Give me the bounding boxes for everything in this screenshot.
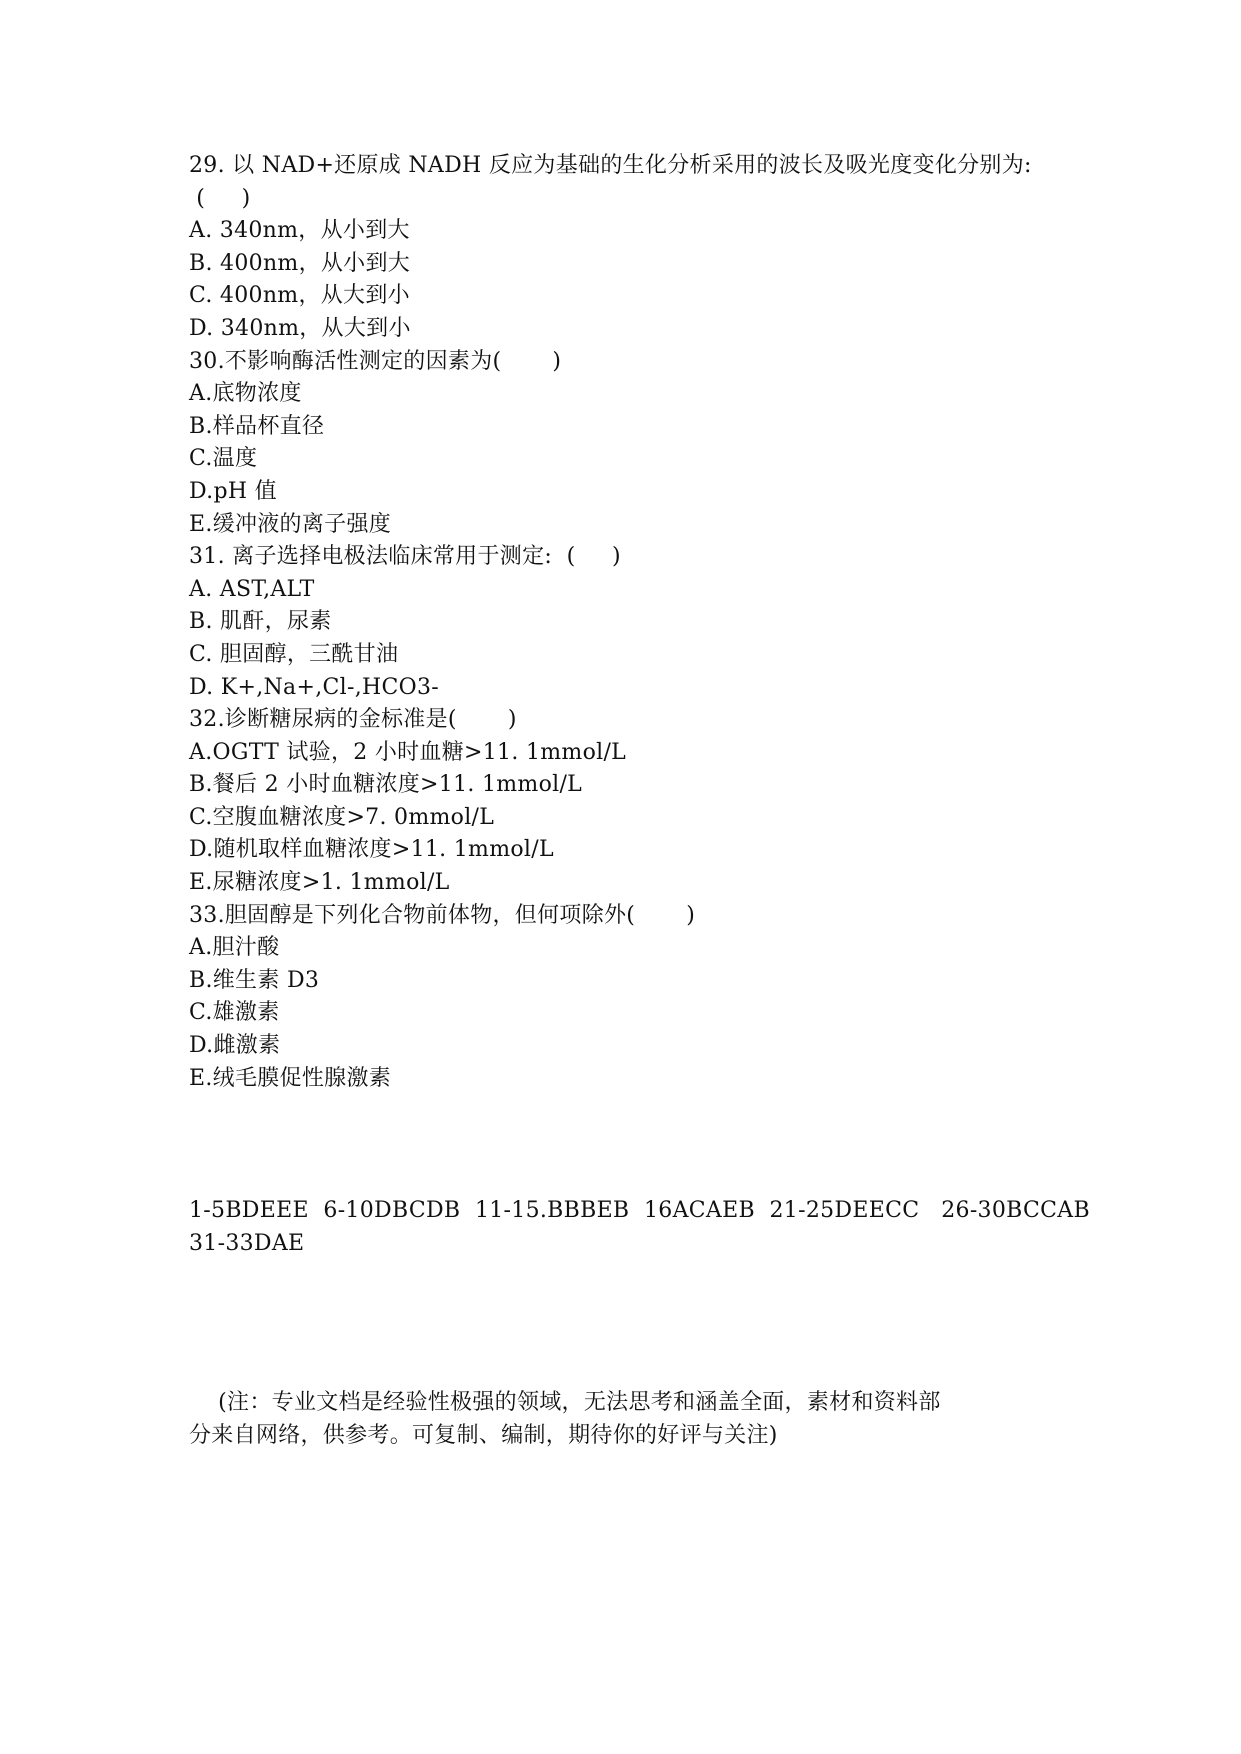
question-30-option-b: B.样品杯直径: [189, 413, 325, 439]
question-list: [189, 150, 1069, 1095]
question-30-option-e: E.缓冲液的离子强度: [189, 511, 392, 537]
question-32-option-a: A.OGTT 试验，2 小时血糖>11. 1mmol/L: [189, 739, 627, 765]
footer-note-line-1: (注：专业文档是经验性极强的领域，无法思考和涵盖全面，素材和资料部: [189, 1390, 941, 1415]
question-33-stem: 33.胆固醇是下列化合物前体物，但何项除外( ): [189, 902, 696, 928]
question-32-stem: 32.诊断糖尿病的金标准是( ): [189, 707, 517, 733]
answer-key-line-1: 1-5BDEEE 6-10DBCDB 11-15.BBBEB 16ACAEB 21-25DEECC 26-30BCCAB: [189, 1198, 1090, 1223]
question-30-option-c: C.温度: [189, 446, 258, 472]
question-32-option-d: D.随机取样血糖浓度>11. 1mmol/L: [189, 837, 554, 863]
question-33-option-d: D.雌激素: [189, 1033, 281, 1059]
answer-key-line-2: 31-33DAE: [189, 1230, 305, 1256]
question-30-option-a: A.底物浓度: [189, 381, 302, 407]
question-31-option-c: C. 胆固醇，三酰甘油: [189, 641, 399, 667]
question-30-option-d: D.pH 值: [189, 478, 277, 504]
question-33-option-b: B.维生素 D3: [189, 967, 320, 993]
question-33-option-c: C.雄激素: [189, 1000, 280, 1026]
question-29-option-c: C. 400nm，从大到小: [189, 283, 410, 309]
question-31-option-b: B. 肌酐，尿素: [189, 609, 332, 635]
question-31-stem: 31. 离子选择电极法临床常用于测定: ( ): [189, 544, 621, 570]
question-32-option-b: B.餐后 2 小时血糖浓度>11. 1mmol/L: [189, 772, 583, 798]
question-33-option-a: A.胆汁酸: [189, 935, 280, 961]
question-32-option-c: C.空腹血糖浓度>7. 0mmol/L: [189, 804, 495, 830]
question-29-option-a: A. 340nm，从小到大: [189, 218, 410, 244]
question-31-option-d: D. K+,Na+,Cl-,HCO3-: [189, 674, 439, 700]
footer-note: [189, 1387, 1069, 1452]
question-32-option-e: E.尿糖浓度>1. 1mmol/L: [189, 870, 450, 896]
question-30-stem: 30.不影响酶活性测定的因素为( ): [189, 348, 562, 374]
question-29-option-b: B. 400nm，从小到大: [189, 250, 411, 276]
question-29-stem: 29. 以 NAD+还原成 NADH 反应为基础的生化分析采用的波长及吸光度变化分别为:: [189, 153, 1032, 178]
footer-note-line-2: 分来自网络，供参考。可复制、编制，期待你的好评与关注): [189, 1422, 778, 1448]
question-29-blank: ( ): [189, 185, 251, 211]
answer-key: [189, 1195, 1090, 1260]
question-33-option-e: E.绒毛膜促性腺激素: [189, 1065, 392, 1091]
question-29-option-d: D. 340nm，从大到小: [189, 315, 411, 341]
question-31-option-a: A. AST,ALT: [189, 576, 315, 602]
